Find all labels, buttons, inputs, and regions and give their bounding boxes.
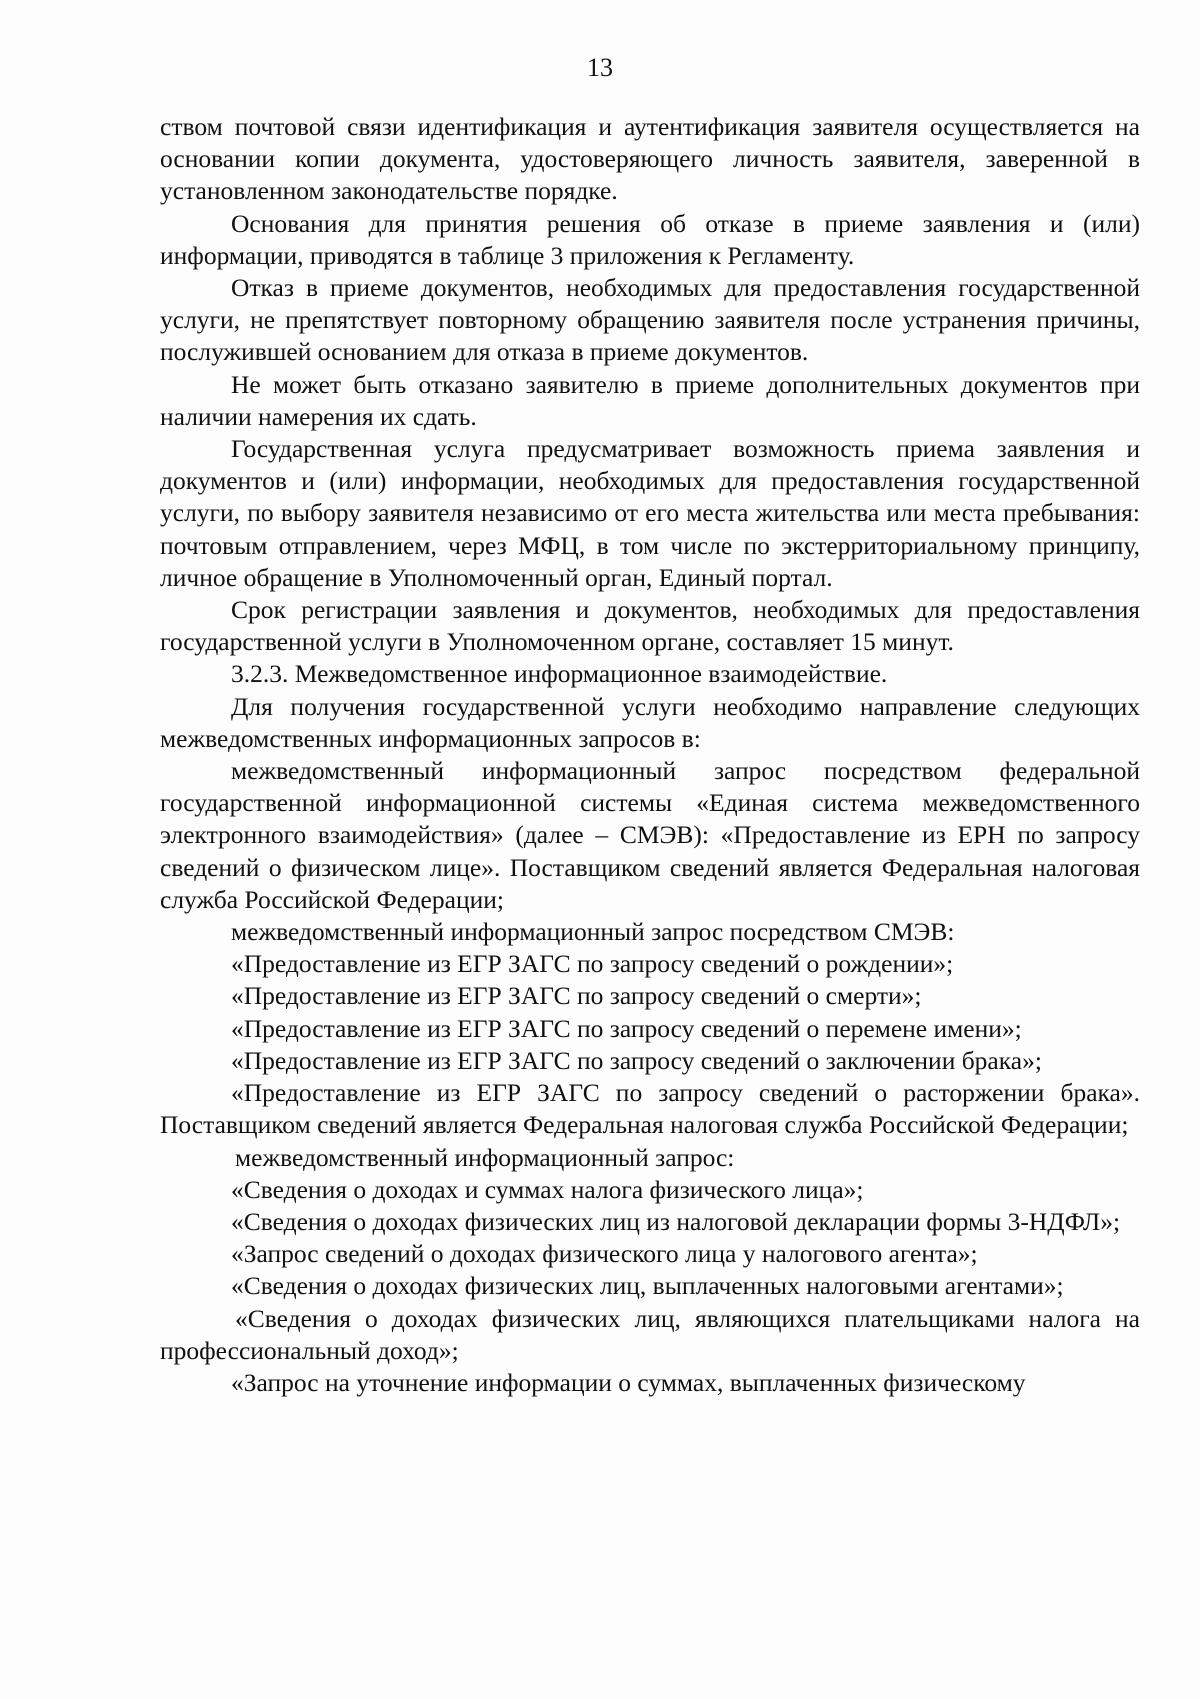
list-item-zags-name-change: «Предоставление из ЕГР ЗАГС по запросу сведений о перемене имени»; — [231, 1013, 1022, 1043]
paragraph-registration-term: Срок регистрации заявления и документов, необходимых для предоставления государственной услуги в Уполномоченном органе, составляет 15 минут. — [160, 595, 1140, 657]
list-item-professional-income: «Сведения о доходах физических лиц, являющихся плательщиками налога на профессиональный доход»; — [160, 1303, 1140, 1365]
list-item-smev-ern: межведомственный информационный запрос посредством федеральной государственной информационной системы «Единая система межведомственного электронного взаимодействия» (далее – СМЭВ): «Предоставление из ЕРН по запросу сведений о физическом лице». Поставщиком сведений является Федеральная налоговая служба Российской Федерации; — [160, 756, 1140, 914]
list-item-smev-request: межведомственный информационный запрос посредством СМЭВ: — [231, 917, 955, 947]
paragraph-submission-options: Государственная услуга предусматривает возможность приема заявления и документов и (или) информации, необходимых для предоставления государственной услуги, по выбору заявителя независимо от его места жительства или места пребывания: почтовым отправлением, через МФЦ, в том числе по экстерриториальному принципу, личное обращение в Уполномоченный орган, Единый портал. — [160, 434, 1140, 592]
paragraph-refusal-no-obstacle: Отказ в приеме документов, необходимых для предоставления государственной услуги, не препятствует повторному обращению заявителя после устранения причины, послужившей основанием для отказа в приеме документов. — [160, 273, 1140, 367]
paragraph-additional-documents: Не может быть отказано заявителю в приеме дополнительных документов при наличии намерения их сдать. — [160, 369, 1140, 431]
list-item-paid-by-agents: «Сведения о доходах физических лиц, выплаченных налоговыми агентами»; — [231, 1271, 1064, 1301]
list-item-zags-birth: «Предоставление из ЕГР ЗАГС по запросу сведений о рождении»; — [231, 949, 954, 979]
list-item-zags-marriage: «Предоставление из ЕГР ЗАГС по запросу сведений о заключении брака»; — [231, 1045, 1042, 1075]
document-body — [160, 111, 1140, 1399]
list-item-zags-death: «Предоставление из ЕГР ЗАГС по запросу сведений о смерти»; — [231, 981, 922, 1011]
page-number: 13 — [587, 53, 613, 82]
paragraph-refusal-grounds: Основания для принятия решения об отказе в приеме заявления и (или) информации, приводятся в таблице 3 приложения к Регламенту. — [160, 208, 1140, 270]
list-item-zags-divorce: «Предоставление из ЕГР ЗАГС по запросу сведений о расторжении брака». Поставщиком сведений является Федеральная налоговая служба Российской Федерации; — [160, 1078, 1140, 1140]
section-heading-3-2-3: 3.2.3. Межведомственное информационное взаимодействие. — [231, 659, 888, 689]
list-item-clarification-request: «Запрос на уточнение информации о суммах, выплаченных физическому — [231, 1367, 1026, 1397]
list-item-tax-agent: «Запрос сведений о доходах физического лица у налогового агента»; — [231, 1239, 978, 1269]
paragraph-requests-intro: Для получения государственной услуги необходимо направление следующих межведомственных информационных запросов в: — [160, 691, 1140, 753]
list-item-3ndfl: «Сведения о доходах физических лиц из налоговой декларации формы 3-НДФЛ»; — [231, 1206, 1121, 1236]
list-item-income-tax-sums: «Сведения о доходах и суммах налога физического лица»; — [231, 1174, 864, 1204]
paragraph-continuation: ством почтовой связи идентификация и аутентификация заявителя осуществляется на основании копии документа, удостоверяющего личность заявителя, заверенной в установленном законодательстве порядке. — [160, 112, 1140, 206]
list-item-interagency-request: межведомственный информационный запрос: — [235, 1142, 735, 1172]
